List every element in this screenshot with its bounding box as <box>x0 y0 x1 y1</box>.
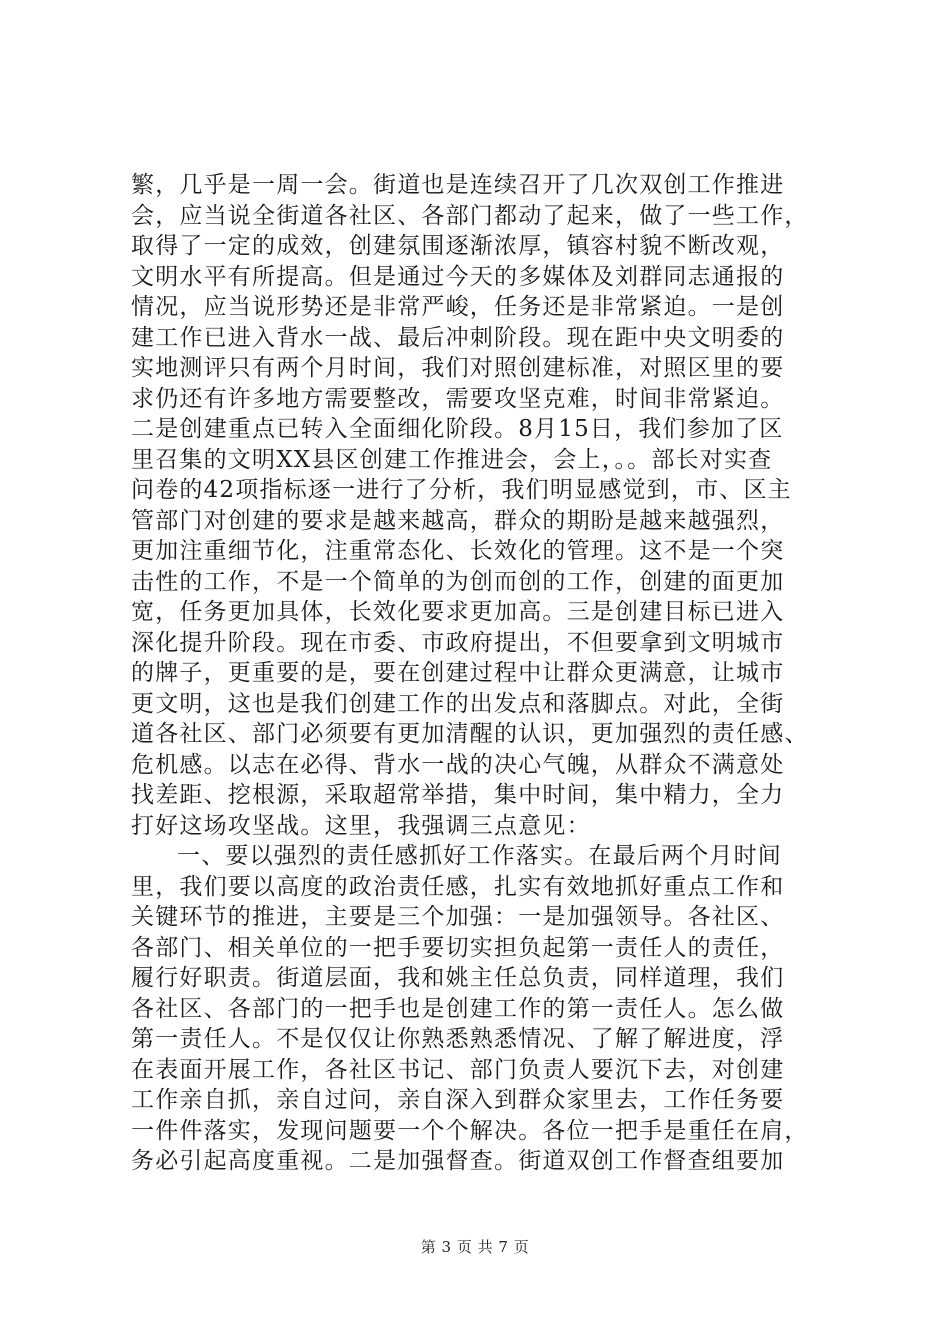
text-line: 文明水平有所提高。但是通过今天的多媒体及刘群同志通报的 <box>131 263 785 290</box>
text-line: 各部门、相关单位的一把手要切实担负起第一责任人的责任， <box>131 934 785 961</box>
text-line: 在表面开展工作，各社区书记、部门负责人要沉下去，对创建 <box>131 1056 785 1083</box>
text-line: 情况，应当说形势还是非常严峻，任务还是非常紧迫。一是创 <box>131 294 785 320</box>
text-line: 履行好职责。街道层面，我和姚主任总负责，同样道理，我们 <box>131 965 785 991</box>
text-line: 问卷的42项指标逐一进行了分析，我们明显感觉到，市、区主 <box>131 477 792 503</box>
text-line: 二是创建重点已转入全面细化阶段。8月15日，我们参加了区 <box>131 416 784 442</box>
text-line: 找差距、挖根源，采取超常举措，集中时间，集中精力，全力 <box>131 782 785 808</box>
page-number: 第 3 页 共 7 页 <box>420 1238 530 1256</box>
text-line: 管部门对创建的要求是越来越高，群众的期盼是越来越强烈， <box>131 507 785 534</box>
text-line: 取得了一定的成效，创建氛围逐渐浓厚，镇容村貌不断改观， <box>131 233 785 259</box>
text-line: 务必引起高度重视。二是加强督查。街道双创工作督查组要加 <box>131 1148 785 1174</box>
text-line: 的牌子，更重要的是，要在创建过程中让群众更满意，让城市 <box>131 660 785 686</box>
text-line: 深化提升阶段。现在市委、市政府提出，不但要拿到文明城市 <box>131 629 785 656</box>
text-line: 道各社区、部门必须要有更加清醒的认识，更加强烈的责任感、 <box>131 721 809 747</box>
text-line: 里召集的文明XX县区创建工作推进会，会上，。。部长对实查 <box>131 446 773 473</box>
text-line: 求仍还有许多地方需要整改，需要攻坚克难，时间非常紧迫。 <box>131 385 785 412</box>
text-line: 更加注重细节化，注重常态化、长效化的管理。这不是一个突 <box>131 538 785 564</box>
body-text <box>131 170 831 1177</box>
text-line: 工作亲自抓，亲自过问，亲自深入到群众家里去，工作任务要 <box>131 1087 785 1113</box>
text-line: 实地测评只有两个月时间，我们对照创建标准，对照区里的要 <box>131 355 785 381</box>
text-line: 建工作已进入背水一战、最后冲刺阶段。现在距中央文明委的 <box>131 324 785 351</box>
text-line: 各社区、各部门的一把手也是创建工作的第一责任人。怎么做 <box>131 995 785 1022</box>
text-line: 宽，任务更加具体，长效化要求更加高。三是创建目标已进入 <box>131 599 785 625</box>
paragraph-start-line: 一、要以强烈的责任感抓好工作落实。在最后两个月时间 <box>177 843 782 869</box>
text-line: 一件件落实，发现问题要一个个解决。各位一把手是重任在肩， <box>131 1117 809 1144</box>
text-line: 会，应当说全街道各社区、各部门都动了起来，做了一些工作， <box>131 202 809 229</box>
text-line: 第一责任人。不是仅仅让你熟悉熟悉情况、了解了解进度，浮 <box>131 1026 785 1052</box>
page-footer <box>0 1236 950 1257</box>
text-line: 关键环节的推进，主要是三个加强：一是加强领导。各社区、 <box>131 904 785 930</box>
text-line: 繁，几乎是一周一会。街道也是连续召开了几次双创工作推进 <box>131 172 785 198</box>
text-line: 里，我们要以高度的政治责任感，扎实有效地抓好重点工作和 <box>131 873 785 900</box>
text-line: 打好这场攻坚战。这里，我强调三点意见： <box>131 812 591 839</box>
text-line: 危机感。以志在必得、背水一战的决心气魄，从群众不满意处 <box>131 751 785 778</box>
text-line: 击性的工作，不是一个简单的为创而创的工作，创建的面更加 <box>131 568 785 595</box>
text-line: 更文明，这也是我们创建工作的出发点和落脚点。对此，全街 <box>131 690 785 717</box>
